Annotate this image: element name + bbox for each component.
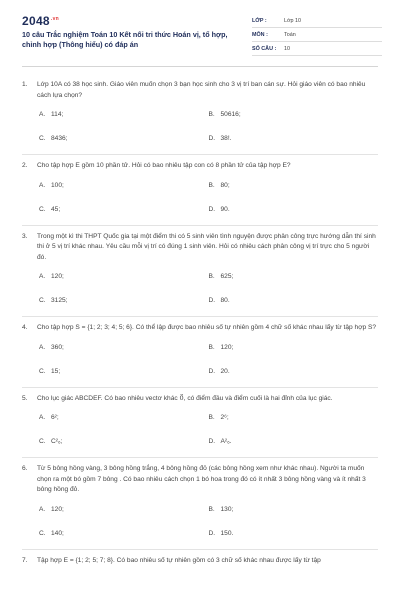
- question-divider: [22, 549, 378, 550]
- answer-option[interactable]: [209, 110, 379, 120]
- option-text: 114;: [51, 111, 64, 118]
- question-item: [22, 161, 378, 215]
- answer-option[interactable]: [39, 134, 209, 144]
- answer-options: [39, 343, 378, 377]
- answer-option[interactable]: [39, 343, 209, 353]
- option-text: 120;: [51, 273, 64, 280]
- option-letter: B.: [208, 343, 215, 351]
- option-text: 120;: [220, 343, 234, 351]
- question-divider: [22, 154, 378, 155]
- question-text: Tập hợp E = {1; 2; 5; 7; 8}. Có bao nhiêu số tự nhiên gồm có 3 chữ số khác nhau được lấy từ tập: [37, 556, 321, 564]
- question-stem: [22, 161, 378, 172]
- option-letter: D.: [208, 135, 216, 142]
- option-letter: A.: [39, 505, 46, 513]
- logo-suffix: .vn: [50, 16, 60, 22]
- option-letter: C.: [39, 135, 46, 142]
- meta-row-count: [252, 42, 382, 56]
- option-text: 120;: [51, 505, 64, 513]
- answer-option[interactable]: [39, 272, 209, 282]
- question-stem: [22, 556, 378, 567]
- question-number: 6.: [22, 465, 28, 472]
- header-divider: [22, 66, 378, 67]
- answer-option[interactable]: [209, 205, 379, 215]
- question-number: 1.: [22, 81, 28, 88]
- option-text: 150.: [220, 529, 234, 537]
- option-text: 2⁶;: [220, 414, 229, 421]
- question-stem: [22, 232, 378, 264]
- option-letter: D.: [208, 438, 216, 445]
- question-divider: [22, 457, 378, 458]
- answer-option[interactable]: [39, 181, 209, 191]
- site-logo[interactable]: [22, 14, 59, 28]
- logo-text: 2048: [22, 14, 50, 28]
- answer-option[interactable]: [209, 134, 379, 144]
- question-divider: [22, 387, 378, 388]
- answer-options: [39, 272, 378, 306]
- meta-key: LỚP :: [252, 17, 267, 24]
- option-letter: D.: [208, 367, 216, 375]
- question-divider: [22, 316, 378, 317]
- question-stem: [22, 464, 378, 496]
- question-item: [22, 556, 378, 567]
- option-text: 45;: [51, 205, 61, 213]
- answer-options: [39, 110, 378, 144]
- option-letter: C.: [39, 297, 46, 304]
- option-letter: B.: [208, 414, 215, 421]
- answer-option[interactable]: [39, 529, 209, 539]
- answer-option[interactable]: [209, 529, 379, 539]
- question-number: 2.: [22, 162, 28, 169]
- question-number: 5.: [22, 394, 28, 402]
- option-letter: B.: [208, 181, 215, 189]
- page-title: 10 câu Trắc nghiệm Toán 10 Kết nối tri thức Hoán vị, tổ hợp, chỉnh hợp (Thông hiểu) có đáp án: [22, 30, 228, 49]
- question-text: Lớp 10A có 38 học sinh. Giáo viên muốn chọn 3 bạn học sinh cho 3 vị trí ban cán sự. Hỏi giáo viên có bao nhiêu cách lựa chọn?: [37, 81, 366, 99]
- option-text: 80.: [220, 297, 230, 304]
- question-item: [22, 394, 378, 448]
- option-letter: A.: [39, 181, 46, 189]
- question-stem: [22, 80, 378, 101]
- answer-option[interactable]: [39, 413, 209, 423]
- meta-value: Lớp 10: [284, 17, 302, 24]
- answer-option[interactable]: [209, 296, 379, 306]
- option-text: 90.: [220, 205, 230, 213]
- option-letter: C.: [39, 529, 46, 537]
- answer-option[interactable]: [209, 437, 379, 447]
- answer-option[interactable]: [39, 505, 209, 515]
- answer-option[interactable]: [39, 367, 209, 377]
- option-letter: C.: [39, 205, 46, 213]
- answer-option[interactable]: [209, 272, 379, 282]
- answer-option[interactable]: [209, 181, 379, 191]
- question-list: [22, 80, 378, 566]
- answer-option[interactable]: [39, 437, 209, 447]
- meta-row-class: [252, 14, 382, 28]
- option-letter: A.: [39, 273, 46, 280]
- question-number: 7.: [22, 556, 28, 564]
- option-letter: A.: [39, 414, 46, 421]
- option-letter: A.: [39, 111, 46, 118]
- option-text: 50616;: [220, 111, 241, 118]
- option-text: 130;: [220, 505, 234, 513]
- option-text: 20.: [220, 367, 230, 375]
- option-letter: D.: [208, 205, 216, 213]
- answer-option[interactable]: [209, 505, 379, 515]
- question-number: 3.: [22, 232, 28, 240]
- option-text: 8436;: [51, 135, 68, 142]
- option-text: C²₆;: [51, 438, 63, 445]
- meta-value: 10: [284, 45, 290, 52]
- answer-options: [39, 413, 378, 447]
- question-stem: [22, 394, 378, 405]
- answer-option[interactable]: [39, 110, 209, 120]
- question-item: [22, 464, 378, 539]
- question-item: [22, 80, 378, 144]
- question-text: Trong một kì thi THPT Quốc gia tại một điểm thi có 5 sinh viên tình nguyện được phân công trực hướng dẫn thí sinh thi ở 5 vị trí khác nhau. Yêu cầu mỗi vị trí có đúng 1 sinh viên. Hỏi có nhiêu cách phân công vị trí trực cho 5 người đó.: [37, 232, 376, 261]
- option-text: 360;: [51, 343, 64, 351]
- option-text: 80;: [220, 181, 230, 189]
- answer-option[interactable]: [39, 205, 209, 215]
- meta-row-subject: [252, 28, 382, 42]
- option-text: 38!.: [220, 135, 232, 142]
- meta-info: [252, 14, 382, 56]
- question-number: 4.: [22, 324, 28, 331]
- meta-key: MÔN :: [252, 31, 268, 38]
- question-text: Từ 5 bông hồng vàng, 3 bông hồng trắng, 4 bông hồng đỏ (các bông hồng xem như khác nhau). Người ta muốn chọn ra một bó gồm 7 bông . Có bao nhiêu cách chọn 1 bó hoa trong đó có ít nhất 3 bông hồng vàng và ít nhất 3 bông hồng đỏ.: [37, 465, 366, 493]
- question-text: Cho tập hợp S = {1; 2; 3; 4; 5; 6}. Có thể lập được bao nhiêu số tự nhiên gồm 4 chữ số khác nhau lấy từ tập hợp S?: [37, 324, 377, 331]
- answer-option[interactable]: [209, 413, 379, 423]
- answer-option[interactable]: [39, 296, 209, 306]
- option-letter: C.: [39, 438, 46, 445]
- question-divider: [22, 225, 378, 226]
- option-text: 3125;: [51, 297, 68, 304]
- meta-value: Toán: [284, 31, 296, 38]
- answer-option[interactable]: [209, 367, 379, 377]
- answer-option[interactable]: [209, 343, 379, 353]
- question-stem: [22, 323, 378, 334]
- option-letter: B.: [208, 111, 215, 118]
- option-letter: C.: [39, 367, 46, 375]
- answer-options: [39, 181, 378, 215]
- option-text: 625;: [220, 273, 234, 280]
- option-letter: D.: [208, 529, 216, 537]
- meta-key: SỐ CÂU :: [252, 45, 277, 52]
- option-text: 6²;: [51, 414, 59, 421]
- option-text: 100;: [51, 181, 64, 189]
- answer-options: [39, 505, 378, 539]
- option-text: 140;: [51, 529, 64, 537]
- option-text: 15;: [51, 367, 61, 375]
- page-header: [0, 0, 400, 62]
- question-text: Cho tập hợp E gồm 10 phần tử. Hỏi có bao nhiêu tập con có 8 phần tử của tập hợp E?: [37, 162, 291, 169]
- option-letter: A.: [39, 343, 46, 351]
- option-letter: B.: [208, 273, 215, 280]
- option-letter: D.: [208, 297, 216, 304]
- question-item: [22, 232, 378, 307]
- option-text: A²₆.: [220, 438, 232, 445]
- question-item: [22, 323, 378, 377]
- option-letter: B.: [208, 505, 215, 513]
- question-text: Cho lục giác ABCDEF. Có bao nhiêu vectơ khác 0⃗, có điểm đầu và điểm cuối là hai đỉnh của lục giác.: [37, 394, 333, 402]
